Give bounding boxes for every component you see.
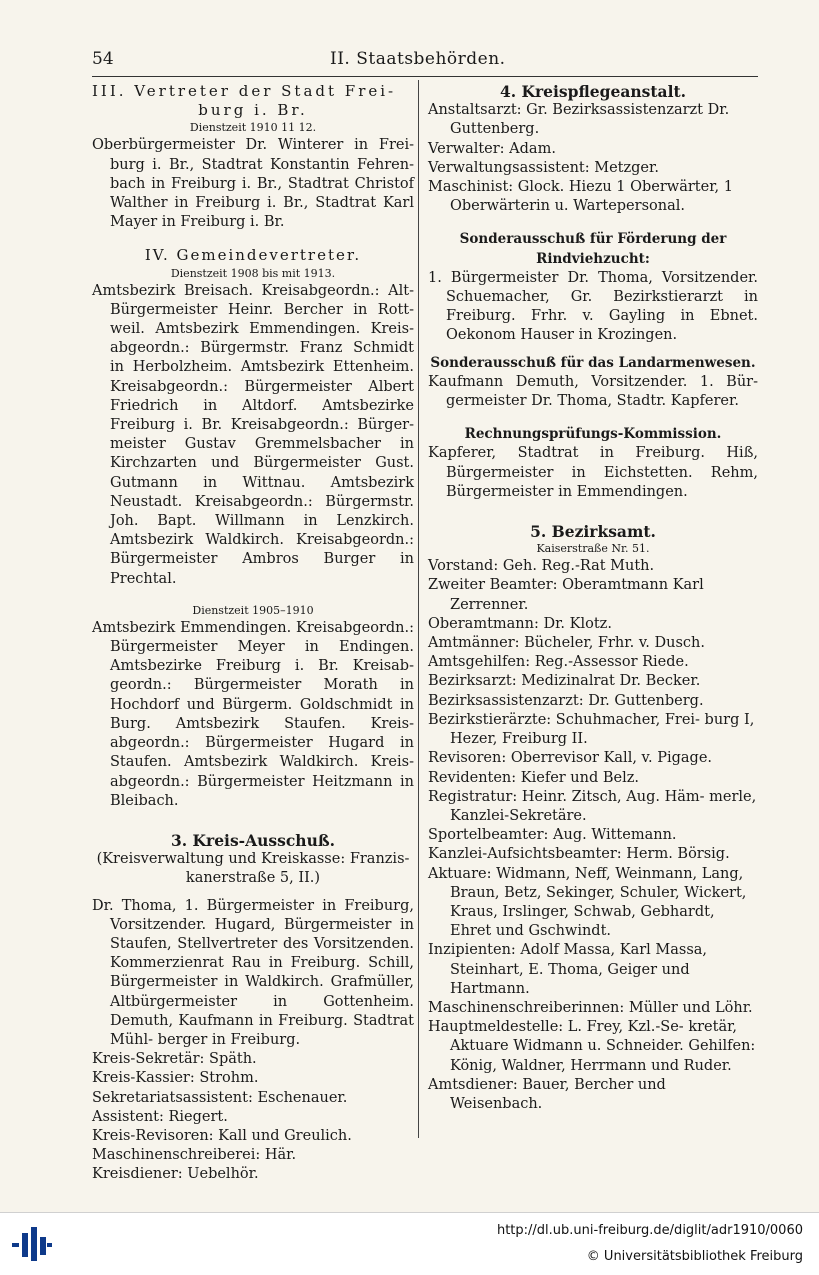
section-heading-bezirksamt: 5. Bezirksamt. (530, 522, 656, 542)
staff-entry: Vorstand: Geh. Reg.-Rat Muth. (428, 558, 655, 575)
term-note: Dienstzeit 1905–1910 (192, 603, 314, 617)
staff-entry: Anstaltsarzt: Gr. Bezirksassistenzarzt Dr. Guttenberg. (428, 102, 730, 138)
source-url-link[interactable]: http://dl.ub.uni-freiburg.de/diglit/adr1910/0060 (496, 1223, 803, 1238)
paragraph: Kaufmann Demuth, Vorsitzender. 1. Bür- germeister Dr. Thoma, Stadtr. Kapferer. (428, 373, 758, 410)
staff-entry: Assistent: Riegert. (92, 1108, 228, 1125)
page-number: 54 (92, 49, 114, 69)
staff-entry: Amtsgehilfen: Reg.-Assessor Riede. (428, 654, 689, 671)
staff-list (428, 557, 758, 1114)
staff-list (428, 101, 758, 216)
running-head: II. Staatsbehörden. (330, 49, 506, 69)
header-rule (92, 76, 758, 77)
staff-entry: Amtmänner: Bücheler, Frhr. v. Dusch. (428, 635, 705, 652)
staff-entry: Zweiter Beamter: Oberamtmann Karl Zerrenner. (428, 577, 704, 613)
term-note: Dienstzeit 1908 bis mit 1913. (170, 266, 336, 280)
section-heading-gemeindevertreter: IV. Gemeindevertreter. (144, 246, 362, 265)
staff-entry: Verwaltungsassistent: Metzger. (428, 159, 659, 176)
heading-line: III. Vertreter der Stadt Frei- (92, 82, 397, 100)
section-heading-kreisausschuss: 3. Kreis-Ausschuß. (170, 830, 336, 850)
staff-entry: Revidenten: Kiefer und Belz. (428, 769, 640, 786)
staff-entry: Sekretariatsassistent: Eschenauer. (92, 1089, 348, 1106)
paragraph: Dr. Thoma, 1. Bürgermeister in Freiburg, Vorsitzender. Hugard, Bürgermeister in Staufen, Stellvertreter des Vorsitzenden. Kommerzienrat Rau in Freiburg. Schill, Bürgermeister in Waldkirch. Grafmüller, Altbürgermeister in Gottenheim. Demuth, Kaufmann in Freiburg. Stadtrat Mühl- berger in Freiburg. (92, 897, 414, 1048)
viewer-footer (0, 1212, 819, 1275)
section-heading-kreispflegeanstalt: 4. Kreispflegeanstalt. (499, 82, 687, 101)
right-column (428, 82, 758, 1114)
staff-entry: Bezirksarzt: Medizinalrat Dr. Becker. (428, 673, 701, 690)
paragraph: Amtsbezirk Breisach. Kreisabgeordn.: Alt- Bürgermeister Heinr. Bercher in Rott- weil. Amtsbezirk Emmendingen. Kreis- abgeordn.: Bürgermstr. Franz Schmidt in Herbolzheim. Amtsbezirk Ettenheim. Kreisabgeordn.: Bürgermeister Albert Friedrich in Altdorf. Amtsbezirke Freiburg i. Br. Kreisabgeordn.: Bürger- meister Gustav Gremmelsbacher in Kirchzarten und Bürgermeister Gust. Gutmann in Wittnau. Amtsbezirk Neustadt. Kreisabgeordn.: Bürgermstr. Joh. Bapt. Willmann in Lenzkirch. Amtsbezirk Waldkirch. Kreisabgeordn.: Bürgermeister Ambros Burger in Prechtal. (92, 282, 414, 587)
staff-entry: Kreis-Sekretär: Späth. (92, 1051, 257, 1068)
staff-entry: Maschinenschreiberei: Här. (92, 1147, 297, 1164)
heading-line: burg i. Br. (198, 101, 308, 120)
copyright-text: © Universitätsbibliothek Freiburg (586, 1249, 803, 1264)
section-heading-vertreter (92, 82, 414, 120)
staff-entry: Kreis-Kassier: Strohm. (92, 1070, 259, 1087)
university-logo-icon (12, 1227, 52, 1261)
staff-entry: Bezirkstierärzte: Schuhmacher, Frei- burg I, Hezer, Freiburg II. (428, 711, 755, 748)
subsection-heading: Sonderausschuß für Förderung der Rindviehzucht: (459, 231, 727, 267)
paragraph: Kapferer, Stadtrat in Freiburg. Hiß, Bürgermeister in Eichstetten. Rehm, Bürgermeister in Emmendingen. (428, 445, 758, 500)
subsection-heading: Rechnungsprüfungs-Kommission. (464, 426, 722, 443)
staff-entry: Revisoren: Oberrevisor Kall, v. Pigage. (428, 750, 713, 767)
staff-entry: Kreisdiener: Uebelhör. (92, 1166, 259, 1183)
subsection-heading: Sonderausschuß für das Landarmenwesen. (430, 354, 756, 371)
staff-entry: Oberamtmann: Dr. Klotz. (428, 615, 612, 632)
staff-entry: Verwalter: Adam. (428, 140, 556, 157)
staff-entry: Kanzlei-Aufsichtsbeamter: Herm. Börsig. (428, 846, 730, 863)
paragraph: 1. Bürgermeister Dr. Thoma, Vorsitzender. Schuemacher, Gr. Bezirkstierarzt in Freiburg. Frhr. v. Gayling in Ebnet. Oekonom Hauser in Krozingen. (428, 269, 758, 344)
staff-entry: Bezirksassistenzarzt: Dr. Guttenberg. (428, 692, 704, 709)
staff-entry: Inzipienten: Adolf Massa, Karl Massa, Steinhart, E. Thoma, Geiger und Hartmann. (428, 942, 708, 997)
staff-entry: Kreis-Revisoren: Kall und Greulich. (92, 1127, 352, 1144)
staff-entry: Registratur: Heinr. Zitsch, Aug. Häm- merle, Kanzlei-Sekretäre. (428, 788, 757, 824)
paragraph: Amtsbezirk Emmendingen. Kreisabgeordn.: Bürgermeister Meyer in Endingen. Amtsbezirke Freiburg i. Br. Kreisab- geordn.: Bürgermeister Morath in Hochdorf und Bürgerm. Goldschmidt in Burg. Amtsbezirk Staufen. Kreis- abgeordn.: Bürgermeister Hugard in Staufen. Amtsbezirk Waldkirch. Kreis- abgeordn.: Bürgermeister Heitzmann in Bleibach. (92, 619, 414, 809)
paragraph: Oberbürgermeister Dr. Winterer in Frei- burg i. Br., Stadtrat Konstantin Fehren- bach in Freiburg i. Br., Stadtrat Christof Walther in Freiburg i. Br., Stadtrat Karl Mayer in Freiburg i. Br. (92, 137, 414, 231)
staff-entry: Maschinist: Glock. Hiezu 1 Oberwärter, 1 Oberwärterin u. Wartepersonal. (428, 179, 733, 215)
left-column (92, 82, 414, 1185)
staff-entry: Amtsdiener: Bauer, Bercher und Weisenbach. (428, 1076, 666, 1112)
staff-entry: Hauptmeldestelle: L. Frey, Kzl.-Se- kretär, Aktuare Widmann u. Schneider. Gehilfen: König, Waldner, Herrmann und Ruder. (428, 1019, 756, 1074)
column-rule (418, 80, 419, 1138)
subheading: (Kreisverwaltung und Kreiskasse: Franzis- kanerstraße 5, II.) (96, 851, 410, 887)
address-note: Kaiserstraße Nr. 51. (536, 542, 650, 556)
staff-entry: Aktuare: Widmann, Neff, Weinmann, Lang, Braun, Betz, Sekinger, Schuler, Wickert, Kraus, Irslinger, Schwab, Gebhardt, Ehret und Gschwindt. (428, 865, 747, 940)
staff-entry: Maschinenschreiberinnen: Müller und Löhr. (428, 999, 753, 1016)
staff-entry: Sportelbeamter: Aug. Wittemann. (428, 827, 677, 844)
term-note: Dienstzeit 1910 11 12. (189, 121, 317, 135)
staff-list (92, 1050, 414, 1184)
